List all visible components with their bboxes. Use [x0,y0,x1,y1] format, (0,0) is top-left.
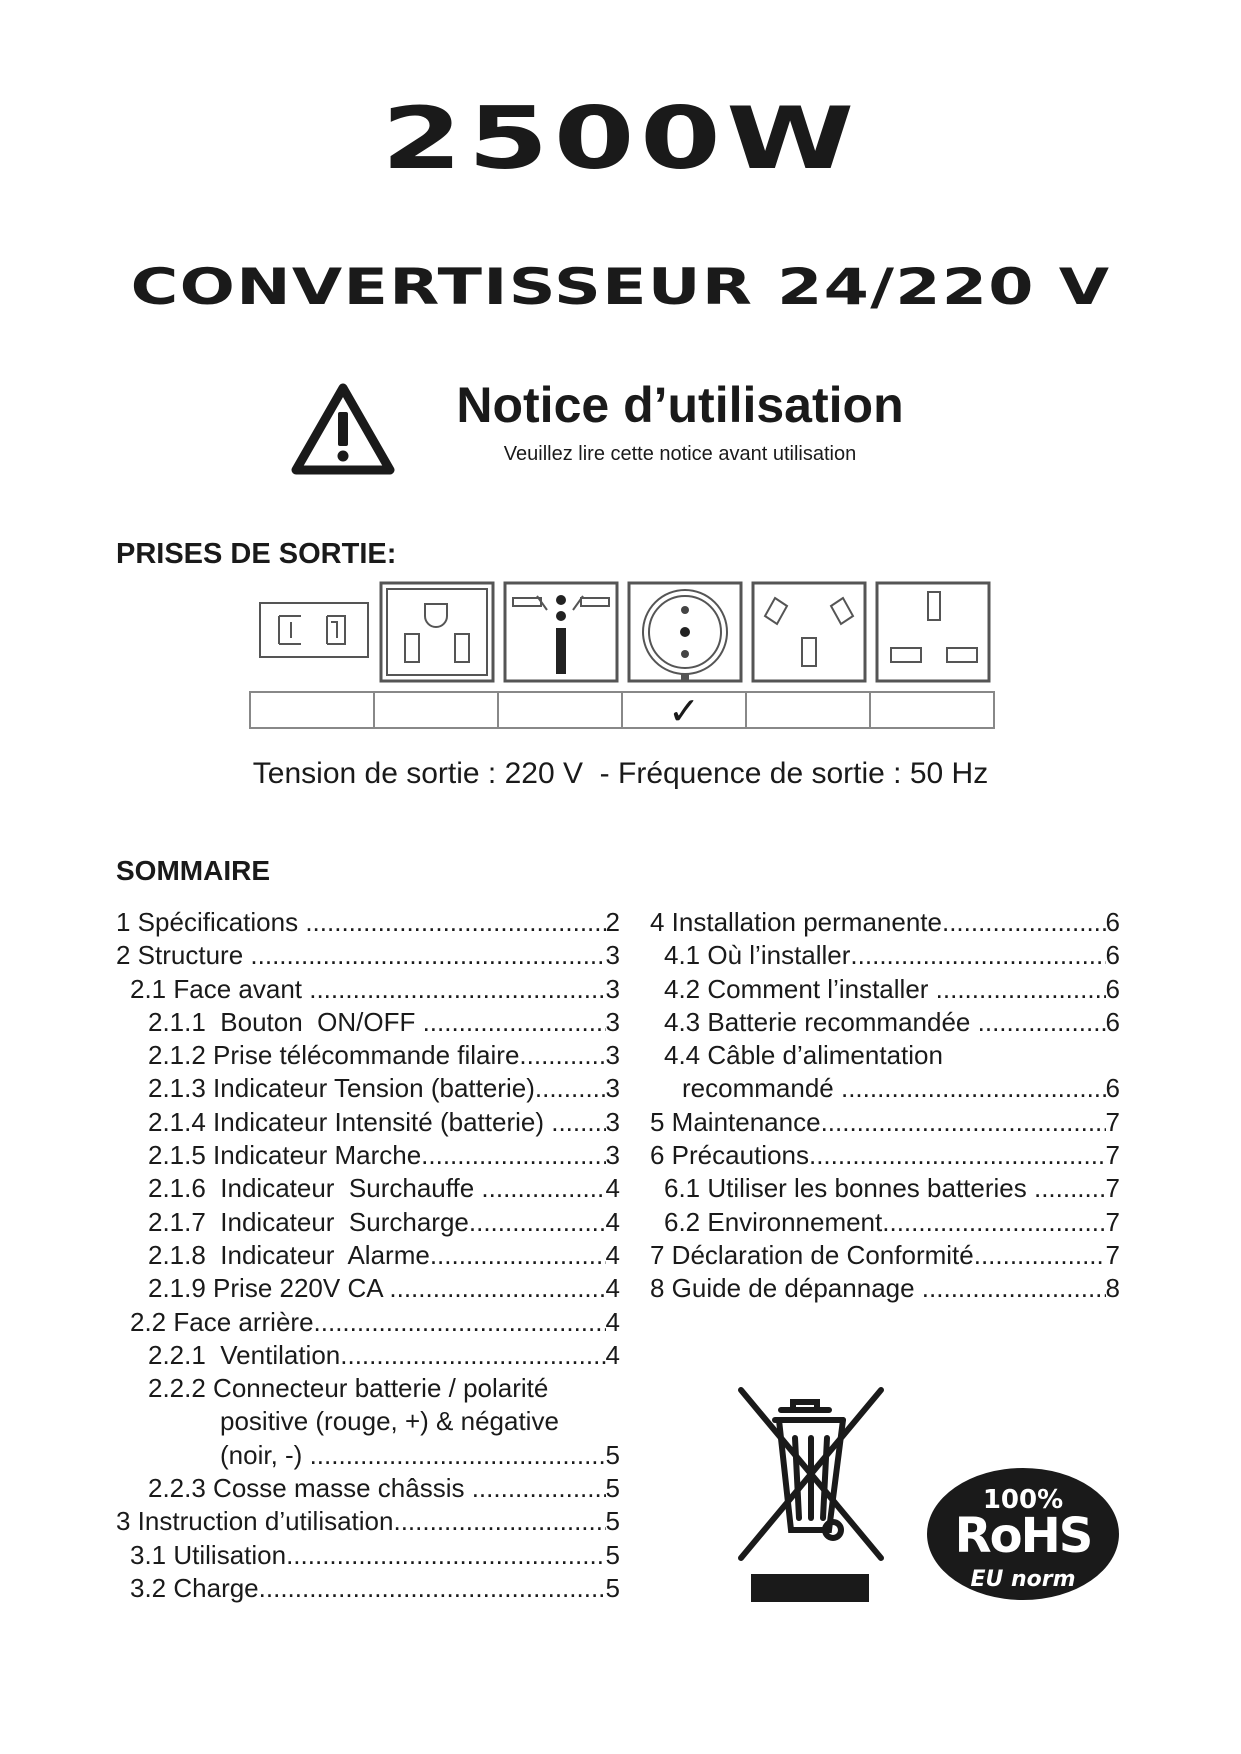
toc-entry-page: 3 [605,973,620,1004]
toc-entry-page: 3 [605,1073,620,1104]
toc-entry-label: 3 Instruction d’utilisation [116,1506,394,1537]
toc-leader-dots [469,1206,606,1239]
toc-leader-dots [389,1272,605,1305]
toc-leader-dots [850,939,1105,972]
toc-entry [116,906,620,939]
toc-entry-label: 2.1.3 Indicateur Tension (batterie) [148,1073,535,1104]
uk-socket-icon [877,583,989,681]
toc-entry [116,1172,620,1205]
toc-entry [650,1072,1120,1105]
toc-leader-dots [943,1039,1120,1072]
toc-entry [116,1439,620,1472]
toc-leader-dots [978,1006,1106,1039]
toc-entry [116,1272,620,1305]
toc-entry-label: 6.1 Utiliser les bonnes batteries [664,1173,1034,1204]
notice-title: Notice d’utilisation [456,377,904,433]
notice-subtitle: Veuillez lire cette notice avant utilisation [503,443,857,465]
crossed-out-bin-icon [735,1380,885,1602]
toc-entry [650,906,1120,939]
toc-leader-dots [250,939,605,972]
check-mark-icon: ✓ [668,689,700,730]
toc-entry [650,1206,1120,1239]
toc-entry-page: 2 [605,907,620,937]
toc-entry-label: 4.4 Câble d’alimentation [664,1040,943,1071]
toc-leader-dots [535,1072,606,1105]
toc-leader-dots [551,1106,605,1139]
toc-entry-page: 7 [1105,1140,1120,1171]
toc-entry [116,1139,620,1172]
toc-leader-dots [430,1239,606,1272]
us-socket-icon [381,583,493,681]
toc-leader-dots [548,1372,620,1405]
universal-socket-icon [505,583,617,681]
toc-entry [116,1339,620,1372]
toc-entry [650,1239,1120,1272]
toc-entry-label: (noir, -) [220,1439,310,1470]
toc-entry [650,1172,1120,1205]
toc-entry-label: 2.1.9 Prise 220V CA [148,1273,390,1304]
toc-entry-label: 2.1.2 Prise télécommande filaire [148,1040,520,1071]
toc-entry-label: 2.1.4 Indicateur Intensité (batterie) [148,1106,552,1137]
schuko-socket-icon [629,583,741,681]
toc-entry-label: 2.1.5 Indicateur Marche [148,1140,422,1171]
toc-entry-page: 5 [605,1439,620,1470]
toc-leader-dots [259,1572,606,1605]
toc-leader-dots [1034,1172,1106,1205]
toc-entry-label: 2.1 Face avant [130,973,310,1004]
toc-entry [116,1106,620,1139]
toc-entry-label: 1 Spécifications [116,907,306,937]
toc-entry-page: 5 [605,1539,620,1570]
toc-entry-label: 2.2.1 Ventilation [148,1339,341,1370]
australian-socket-icon [753,583,865,681]
toc-entry-page: 4 [605,1273,620,1304]
toc-entry-page: 4 [605,1173,620,1204]
toc-entry-page: 4 [605,1306,620,1337]
toc-heading: SOMMAIRE [116,855,270,886]
toc-entry-label: 2 Structure [116,940,251,971]
toc-entry-page: 6 [1105,1073,1120,1104]
toc-entry-page: 5 [605,1473,620,1504]
toc-entry-page: 6 [1105,940,1120,971]
toc-leader-dots [841,1072,1106,1105]
toc-entry-page: 6 [1105,973,1120,1004]
toc-entry [116,1539,620,1572]
toc-entry-label: 8 Guide de dépannage [650,1273,922,1304]
toc-entry-page: 4 [605,1239,620,1270]
toc-leader-dots [519,1039,605,1072]
toc-entry [116,1006,620,1039]
toc-entry-label: 6 Précautions [650,1140,809,1171]
toc-entry-label: 2.1.6 Indicateur Surchauffe [148,1173,482,1204]
toc-entry-label: 3.1 Utilisation [130,1539,287,1570]
toc-entry-page: 3 [605,1040,620,1071]
toc-entry [116,1306,620,1339]
toc-entry-page: 3 [605,1006,620,1037]
toc-entry-label: 4.2 Comment l’installer [664,973,936,1004]
toc-entry [116,1505,620,1538]
toc-entry-page: 4 [605,1206,620,1237]
toc-entry-page: 7 [1105,1206,1120,1237]
toc-leader-dots [393,1505,605,1538]
toc-entry [116,973,620,1006]
product-title: CONVERTISSEUR 24/220 V [130,258,1111,316]
toc-entry [650,1039,1120,1072]
toc-leader-dots [305,906,605,939]
toc-entry-label: 4 Installation permanente [650,907,942,937]
toc-leader-dots [286,1539,605,1572]
toc-entry-label: 2.2.3 Cosse masse châssis [148,1473,472,1504]
svg-text:100%: 100% [982,1485,1064,1515]
toc-leader-dots [936,973,1106,1006]
toc-entry-page: 3 [605,940,620,971]
toc-entry [116,1072,620,1105]
toc-entry-label: recommandé [682,1073,841,1104]
toc-right-column [650,906,1120,1306]
warning-triangle-icon [290,382,396,478]
toc-leader-dots [559,1405,620,1438]
toc-entry-page: 4 [605,1339,620,1370]
toc-entry-label: 3.2 Charge [130,1572,259,1603]
toc-entry-label: 6.2 Environnement [664,1206,883,1237]
outlet-check-row [250,692,994,728]
toc-entry [116,1572,620,1605]
toc-entry-label: 4.3 Batterie recommandée [664,1006,978,1037]
toc-entry-page: 7 [1105,1106,1120,1137]
toc-leader-dots [310,1439,606,1472]
outlets-heading: PRISES DE SORTIE: [116,538,397,570]
toc-leader-dots [809,1139,1106,1172]
toc-entry [116,1405,620,1438]
toc-entry [116,1239,620,1272]
toc-leader-dots [821,1106,1106,1139]
toc-entry-label: positive (rouge, +) & négative [220,1406,559,1437]
toc-entry [650,1272,1120,1305]
toc-entry [116,1206,620,1239]
toc-entry-page: 6 [1105,907,1120,937]
toc-leader-dots [423,1006,606,1039]
toc-entry [116,1472,620,1505]
toc-leader-dots [340,1339,605,1372]
toc-entry [650,1006,1120,1039]
outlet-types-diagram [247,578,997,730]
toc-leader-dots [421,1139,605,1172]
toc-leader-dots [314,1306,606,1339]
toc-entry-label: 7 Déclaration de Conformité [650,1239,974,1270]
toc-entry-page: 6 [1105,1006,1120,1037]
toc-entry [116,939,620,972]
toc-entry-page: 3 [605,1106,620,1137]
output-specs: Tension de sortie : 220 V - Fréquence de sortie : 50 Hz [252,757,989,790]
toc-leader-dots [974,1239,1106,1272]
toc-entry [650,939,1120,972]
toc-entry-label: 5 Maintenance [650,1106,821,1137]
toc-entry [116,1372,620,1405]
toc-entry-page: 8 [1105,1273,1120,1304]
toc-leader-dots [481,1172,605,1205]
toc-entry-label: 4.1 Où l’installer [664,940,851,971]
toc-entry-label: 2.1.7 Indicateur Surcharge [148,1206,469,1237]
toc-entry-label: 2.2 Face arrière [130,1306,314,1337]
toc-entry [650,1106,1120,1139]
toc-left-column [116,906,620,1605]
toc-entry [650,973,1120,1006]
power-rating-title: 2500W [381,89,860,189]
flat-pin-icon [260,603,368,657]
svg-text:RoHS: RoHS [954,1508,1092,1564]
toc-entry-page: 7 [1105,1173,1120,1204]
toc-leader-dots [472,1472,606,1505]
toc-entry-page: 5 [605,1506,620,1537]
rohs-logo [925,1466,1121,1602]
toc-leader-dots [882,1206,1105,1239]
toc-entry-label: 2.1.1 Bouton ON/OFF [148,1006,423,1037]
toc-entry [116,1039,620,1072]
toc-entry-label: 2.1.8 Indicateur Alarme [148,1239,430,1270]
toc-leader-dots [922,1272,1106,1305]
toc-entry-page: 3 [605,1140,620,1171]
svg-text:EU norm: EU norm [970,1567,1076,1592]
toc-entry [650,1139,1120,1172]
toc-entry-page: 5 [605,1572,620,1603]
toc-entry-label: 2.2.2 Connecteur batterie / polarité [148,1373,549,1404]
toc-leader-dots [309,973,605,1006]
toc-entry-page: 7 [1105,1239,1120,1270]
toc-leader-dots [942,906,1106,939]
